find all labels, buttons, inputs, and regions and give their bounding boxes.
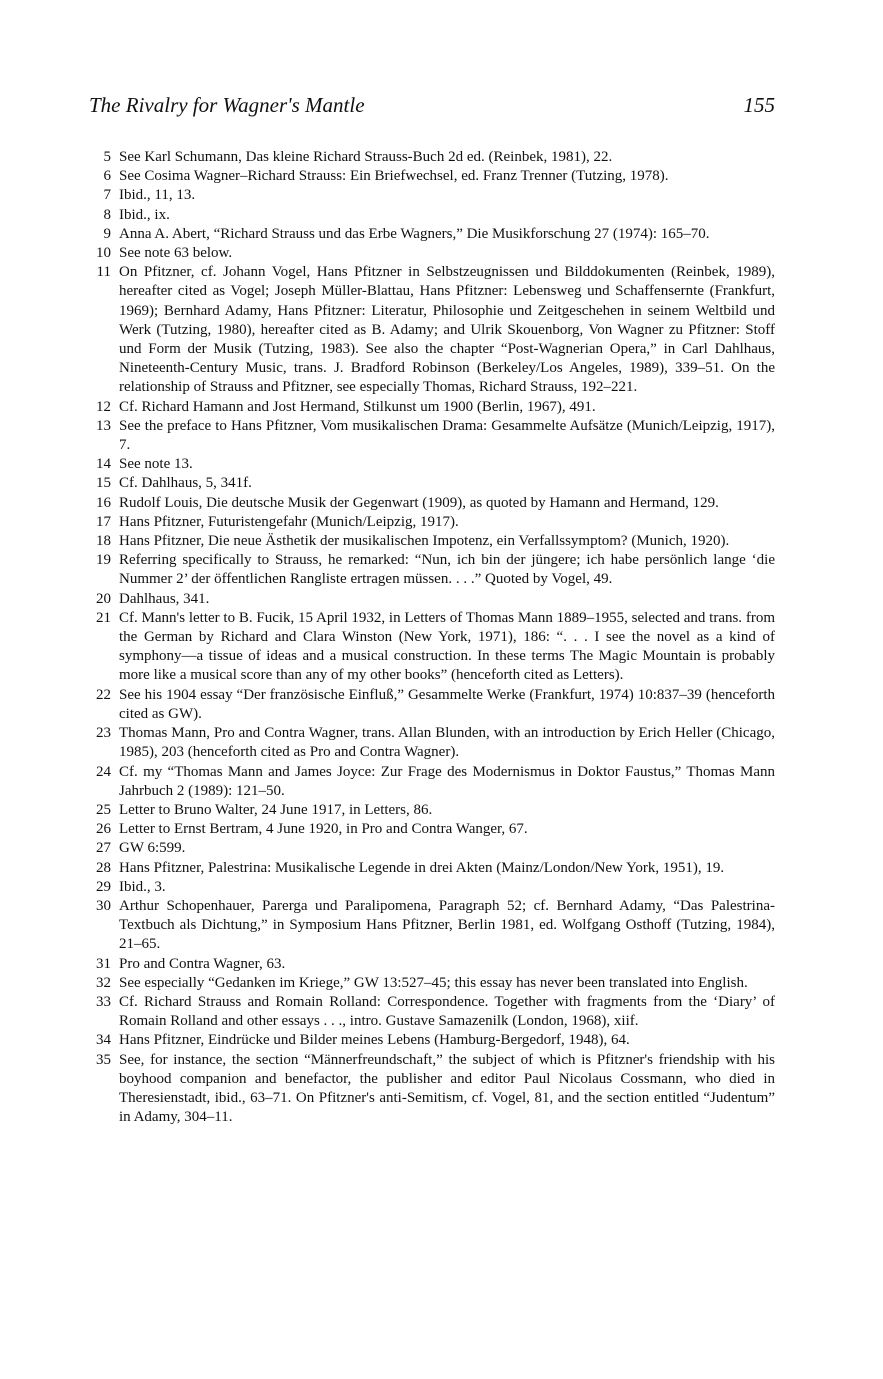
endnote-text: Cf. Richard Hamann and Jost Hermand, Stilkunst um 1900 (Berlin, 1967), 491. (119, 398, 596, 415)
endnote-text: Cf. Dahlhaus, 5, 341f. (119, 475, 252, 492)
endnote-text: See especially “Gedanken im Kriege,” GW 13:527–45; this essay has never been translated into English. (119, 974, 748, 991)
endnote (89, 859, 775, 878)
endnote-number: 25 (96, 801, 111, 818)
endnote-text: Hans Pfitzner, Futuristengefahr (Munich/Leipzig, 1917). (119, 513, 459, 530)
endnotes-list (89, 148, 775, 1127)
endnote-number: 30 (96, 897, 111, 914)
endnote (89, 686, 775, 724)
endnote-number: 11 (96, 264, 111, 281)
running-head-title: The Rivalry for Wagner's Mantle (89, 93, 365, 117)
endnote-number: 12 (96, 398, 111, 415)
endnote-text: Pro and Contra Wagner, 63. (119, 955, 286, 972)
endnote-number: 26 (96, 821, 111, 838)
endnote (89, 186, 775, 205)
endnote (89, 244, 775, 263)
endnote-number: 35 (96, 1051, 111, 1068)
endnote-text: Hans Pfitzner, Die neue Ästhetik der musikalischen Impotenz, ein Verfallssymptom? (Munich, 1920). (119, 533, 730, 550)
endnote-number: 7 (103, 187, 111, 204)
endnote-number: 21 (96, 609, 111, 626)
endnote (89, 417, 775, 455)
endnote (89, 878, 775, 897)
endnote (89, 993, 775, 1031)
endnote-number: 16 (96, 494, 111, 511)
endnote (89, 1051, 775, 1128)
endnote-text: Letter to Bruno Walter, 24 June 1917, in Letters, 86. (119, 801, 433, 818)
endnote-number: 27 (96, 840, 111, 857)
endnote-number: 18 (96, 533, 111, 550)
endnote (89, 609, 775, 686)
endnote (89, 724, 775, 762)
endnote (89, 1031, 775, 1050)
endnote-number: 15 (96, 475, 111, 492)
endnote (89, 398, 775, 417)
endnote-number: 9 (103, 225, 111, 242)
endnote-number: 10 (96, 245, 111, 262)
endnote-number: 20 (96, 590, 111, 607)
endnote-text: See Karl Schumann, Das kleine Richard Strauss-Buch 2d ed. (Reinbek, 1981), 22. (119, 149, 613, 165)
endnote-text: Cf. Richard Strauss and Romain Rolland: Correspondence. Together with fragments from the ‘Diary’ of Romain Rolland and other essays . . ., intro. Gustave Samazenilk (London, 1968), xiif. (119, 993, 775, 1030)
endnote-text: GW 6:599. (119, 840, 186, 857)
endnote-text: Ibid., 11, 13. (119, 187, 196, 204)
endnote-number: 24 (96, 763, 111, 780)
endnote-text: Ibid., ix. (119, 206, 170, 223)
endnote (89, 225, 775, 244)
endnote-text: Thomas Mann, Pro and Contra Wagner, trans. Allan Blunden, with an introduction by Erich Heller (Chicago, 1985), 203 (henceforth cited as Pro and Contra Wagner). (119, 725, 775, 761)
endnote-number: 22 (96, 686, 111, 703)
endnote-text: Dahlhaus, 341. (119, 590, 210, 607)
endnote-text: Letter to Ernst Bertram, 4 June 1920, in Pro and Contra Wanger, 67. (119, 821, 528, 838)
endnote (89, 532, 775, 551)
endnote-text: Arthur Schopenhauer, Parerga und Paralipomena, Paragraph 52; cf. Bernhard Adamy, “Das Palestrina-Textbuch als Dichtung,” in Symposium Hans Pfitzner, Berlin 1981, ed. Wolfgang Osthoff (Tutzing, 1984), 21–65. (119, 897, 775, 953)
endnote-number: 14 (96, 456, 111, 473)
endnote (89, 494, 775, 513)
endnote-text: Anna A. Abert, “Richard Strauss und das Erbe Wagners,” Die Musikforschung 27 (1974): 165–70. (119, 225, 710, 242)
endnote-text: See his 1904 essay “Der französische Einfluß,” Gesammelte Werke (Frankfurt, 1974) 10:837–39 (henceforth cited as GW). (119, 686, 775, 722)
endnote (89, 974, 775, 993)
endnote-number: 6 (103, 168, 111, 185)
endnote (89, 590, 775, 609)
endnote (89, 206, 775, 225)
endnote-number: 17 (96, 513, 111, 530)
endnote (89, 474, 775, 493)
endnote-text: Referring specifically to Strauss, he remarked: “Nun, ich bin der jüngere; ich habe persönlich lange ‘die Nummer 2’ der öffentlichen Rangliste ertragen müssen. . . .” Quoted by Vogel, 49. (119, 552, 775, 588)
page-number: 155 (743, 93, 775, 117)
endnote-text: Cf. my “Thomas Mann and James Joyce: Zur Frage des Modernismus in Doktor Faustus,” Thomas Mann Jahrbuch 2 (1989): 121–50. (119, 763, 775, 799)
endnote-text: See, for instance, the section “Männerfreundschaft,” the subject of which is Pfitzner's friendship with his boyhood companion and benefactor, the publisher and editor Paul Nicolaus Cossmann, who died in Theresienstadt, ibid., 63–71. On Pfitzner's anti-Semitism, cf. Vogel, 81, and the section entitled “Judentum” in Adamy, 304–11. (119, 1051, 775, 1126)
endnote-text: See Cosima Wagner–Richard Strauss: Ein Briefwechsel, ed. Franz Trenner (Tutzing, 1978). (119, 168, 669, 185)
endnote-text: Ibid., 3. (119, 878, 166, 895)
endnote-number: 33 (96, 993, 111, 1010)
endnote (89, 763, 775, 801)
endnote-text: See note 13. (119, 456, 193, 473)
running-head (89, 93, 775, 118)
endnote-number: 29 (96, 878, 111, 895)
endnote-text: Rudolf Louis, Die deutsche Musik der Gegenwart (1909), as quoted by Hamann and Hermand, 129. (119, 494, 719, 511)
endnote-number: 34 (96, 1032, 111, 1049)
endnote-text: On Pfitzner, cf. Johann Vogel, Hans Pfitzner in Selbstzeugnissen und Bilddokumenten (Reinbek, 1989), hereafter cited as Vogel; Joseph Müller-Blattau, Hans Pfitzner: Lebensweg und Schaffensernte (Frankfurt, 1969); Bernhard Adamy, Hans Pfitzner: Literatur, Philosophie und Zeitgeschehen in seinem Weltbild und Werk (Tutzing, 1980), hereafter cited as B. Adamy; and Ulrik Skouenborg, Von Wagner zu Pfitzner: Stoff und Form der Musik (Tutzing, 1983). See also the chapter “Post-Wagnerian Opera,” in Carl Dahlhaus, Nineteenth-Century Music, trans. J. Bradford Robinson (Berkeley/Los Angeles, 1989), 339–51. On the relationship of Strauss and Pfitzner, see especially Thomas, Richard Strauss, 192–221. (119, 264, 775, 396)
endnote-number: 32 (96, 974, 111, 991)
endnote-number: 19 (96, 552, 111, 569)
endnote-number: 31 (96, 955, 111, 972)
endnote (89, 263, 775, 397)
endnote-number: 28 (96, 859, 111, 876)
endnote-text: See note 63 below. (119, 245, 233, 262)
endnote-number: 13 (96, 417, 111, 434)
endnote (89, 148, 775, 167)
endnote (89, 167, 775, 186)
endnote-number: 23 (96, 725, 111, 742)
endnote (89, 955, 775, 974)
endnote (89, 897, 775, 955)
endnote (89, 801, 775, 820)
endnote (89, 820, 775, 839)
endnote (89, 513, 775, 532)
endnote-text: Cf. Mann's letter to B. Fucik, 15 April 1932, in Letters of Thomas Mann 1889–1955, selected and trans. from the German by Richard and Clara Winston (New York, 1971), 186: “. . . I see the novel as a kind of symphony—a tissue of ideas and a musical construction. In these terms The Magic Mountain is probably more like a musical score than any of my other books” (henceforth cited as Letters). (119, 609, 775, 684)
endnote-number: 5 (103, 149, 111, 165)
endnote (89, 455, 775, 474)
endnote-text: Hans Pfitzner, Eindrücke und Bilder meines Lebens (Hamburg-Bergedorf, 1948), 64. (119, 1032, 630, 1049)
endnote-number: 8 (103, 206, 111, 223)
endnote-text: See the preface to Hans Pfitzner, Vom musikalischen Drama: Gesammelte Aufsätze (Munich/Leipzig, 1917), 7. (119, 417, 775, 454)
endnote (89, 839, 775, 858)
endnote (89, 551, 775, 589)
endnote-text: Hans Pfitzner, Palestrina: Musikalische Legende in drei Akten (Mainz/London/New York, 1951), 19. (119, 859, 725, 876)
